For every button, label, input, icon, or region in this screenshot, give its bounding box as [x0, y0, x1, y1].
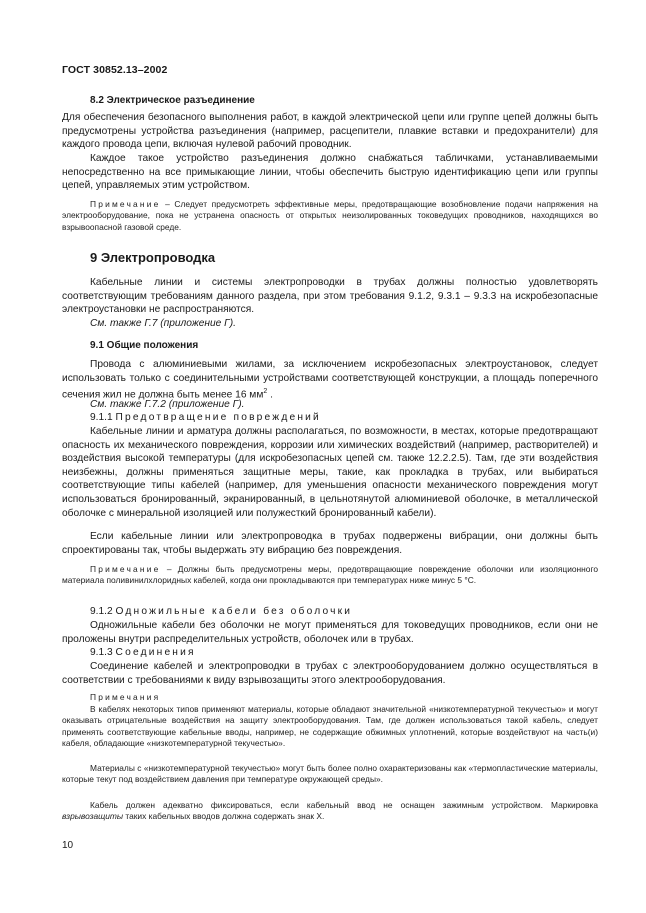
section-9-title: 9 Электропроводка — [90, 250, 216, 265]
page-number: 10 — [62, 840, 74, 851]
s913-note-2: Материалы с «низкотемпературной текучестью» могут быть более полно охарактеризованы как «термопластические материалы, которые текут под воздействием давления при температуре окружающей среды». — [62, 763, 598, 785]
s912-paragraph: Одножильные кабели без оболочки не могут применяться для токоведущих проводников, если они не проложены внутри распределительных устройств, оболочек или в трубах. — [62, 620, 598, 645]
section-8-2-title: 8.2 Электрическое разъединение — [90, 95, 255, 106]
s82-note: Примечание – Следует предусмотреть эффективные меры, предотвращающие возобновление подачи напряжения на электрооборудование, пока не устранена опасность от открытых неизолированных токоведущих проводников, находящихся во взрывоопасной газовой среде. — [62, 199, 598, 232]
s911-paragraph-2: Если кабельные линии или электропроводка в трубах подвержены вибрации, они должны быть спроектированы так, чтобы выдержать эту вибрацию без повреждения. — [62, 531, 598, 556]
s82-paragraph-2: Каждое такое устройство разъединения должно снабжаться табличками, устанавливаемыми непосредственно на все примыкающие линии, чтобы обеспечить быструю идентификацию цепи или группы цепей, управляемых этим устройством. — [62, 153, 598, 192]
s9-paragraph-1: Кабельные линии и системы электропроводки в трубах должны полностью удовлетворять соответствующим требованиям данного раздела, при этом требования 9.1.2, 9.3.1 – 9.3.3 на искробезопасные электроустановки не распространяются. — [62, 277, 598, 316]
s82-paragraph-1: Для обеспечения безопасного выполнения работ, в каждой электрической цепи или группе цепей должны быть предусмотрены устройства разъединения (например, расцепители, плавкие вставки и предохранители) для каждого провода цепи, включая нулевой рабочий проводник. — [62, 112, 598, 151]
s911-note: Примечание – Должны быть предусмотрены меры, предотвращающие повреждение оболочки или изоляционного материала поливинилхлоридных кабелей, когда они прокладываются при температурах ниже минус 5 °С. — [62, 564, 598, 586]
s91-see-also: См. также Г.7.2 (приложение Г). — [90, 399, 245, 410]
s912-heading: 9.1.2 Одножильные кабели без оболочки — [90, 606, 353, 617]
note-label: Примечание — [90, 564, 161, 574]
s913-paragraph: Соединение кабелей и электропроводки в трубах с электрооборудованием должно осуществляться в соответствии с требованиями к виду взрывозащиты этого электрооборудования. — [62, 661, 598, 686]
s911-paragraph-1: Кабельные линии и арматура должны располагаться, по возможности, в местах, которые предотвращают опасность их механического повреждения, коррозии или химических воздействий (например, растворителей) и воздействия высокой температуры (для искробезопасных цепей см. также 12.2.2.5). Там, где эти воздействия неизбежны, должны применяться защитные меры, такие, как прокладка в трубах, или выбираться соответствующие типы кабелей (например, для уменьшения опасности механического повреждения могут использоваться бронированный, экранированный, в цельнотянутой алюминиевой оболочке, в металлической оболочке с минеральной изоляцией или полужесткий бронированный кабели). — [62, 426, 598, 519]
s913-note-1: В кабелях некоторых типов применяют материалы, которые обладают значительной «низкотемпературной текучестью» и могут оказывать отрицательные воздействия на защиту электрооборудования. Там, где должен использоваться такой кабель, следует применять соответствующие кабельные вводы, например, не содержащие обжимных уплотнений, которые воздействуют на часть(и) кабеля, обладающие «низкотемпературной текучестью». — [62, 704, 598, 748]
s911-heading: 9.1.1 Предотвращение повреждений — [90, 412, 321, 423]
note-label: Примечание — [90, 199, 161, 209]
document-code: ГОСТ 30852.13–2002 — [62, 64, 168, 76]
s91-paragraph-1: Провода с алюминиевыми жилами, за исключением искробезопасных электроустановок, следует использовать только с соединительными устройствами соответствующей конструкции, а площадь поперечного сечения жил не должна быть менее 16 $мм^2$ . — [62, 359, 598, 401]
s913-note-3: Кабель должен адекватно фиксироваться, если кабельный ввод не оснащен зажимным устройством. Маркировка взрывозащиты таких кабельных вводов должна содержать знак Х. — [62, 800, 598, 822]
s9-see-also: См. также Г.7 (приложение Г). — [90, 318, 236, 329]
s913-notes-label: Примечания — [90, 692, 161, 702]
section-9-1-title: 9.1 Общие положения — [90, 340, 199, 351]
s913-heading: 9.1.3 Соединения — [90, 647, 196, 658]
